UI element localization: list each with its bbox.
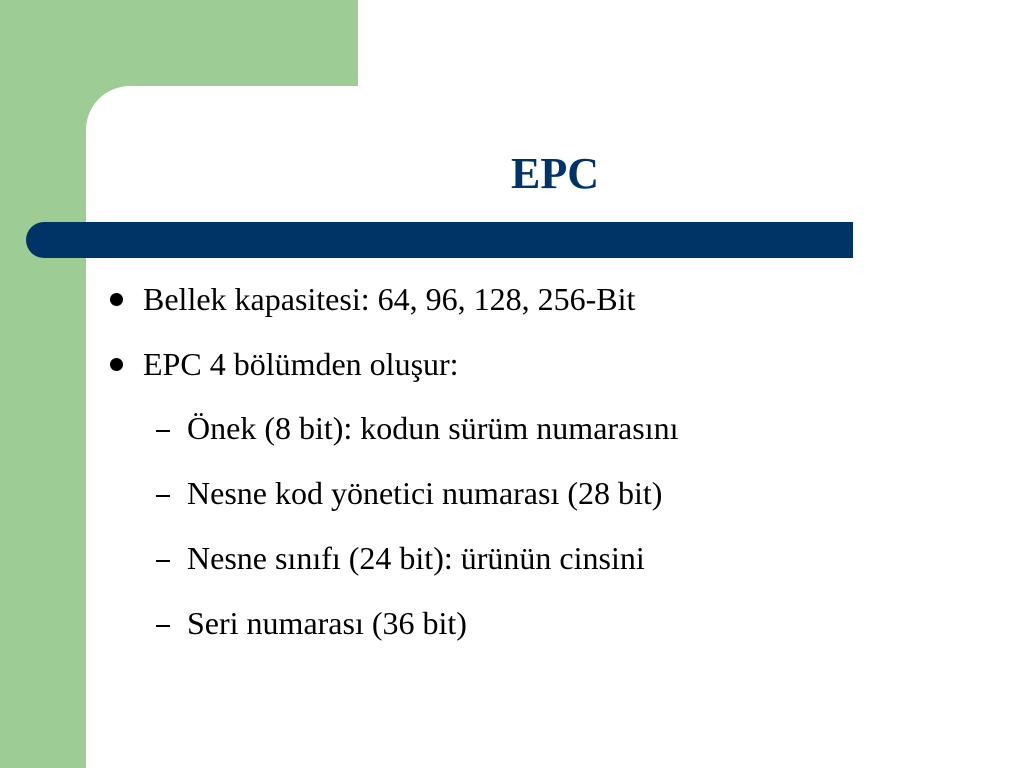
bullet-dot-icon <box>110 358 123 371</box>
slide-title: EPC <box>511 149 599 198</box>
sub-bullet-item: Seri numarası (36 bit) <box>187 605 467 641</box>
dash-bullet-icon <box>156 495 170 497</box>
bullet-item: EPC 4 bölümden oluşur: <box>143 346 459 382</box>
sub-bullet-item: Nesne kod yönetici numarası (28 bit) <box>187 475 663 511</box>
sub-bullet-item: Nesne sınıfı (24 bit): ürünün cinsini <box>187 540 645 576</box>
dash-bullet-icon <box>156 430 170 432</box>
dash-bullet-icon <box>156 625 170 627</box>
sub-bullet-item: Önek (8 bit): kodun sürüm numarasını <box>187 410 679 446</box>
bullet-dot-icon <box>110 293 123 306</box>
dash-bullet-icon <box>156 560 170 562</box>
bullet-item: Bellek kapasitesi: 64, 96, 128, 256-Bit <box>143 281 636 317</box>
